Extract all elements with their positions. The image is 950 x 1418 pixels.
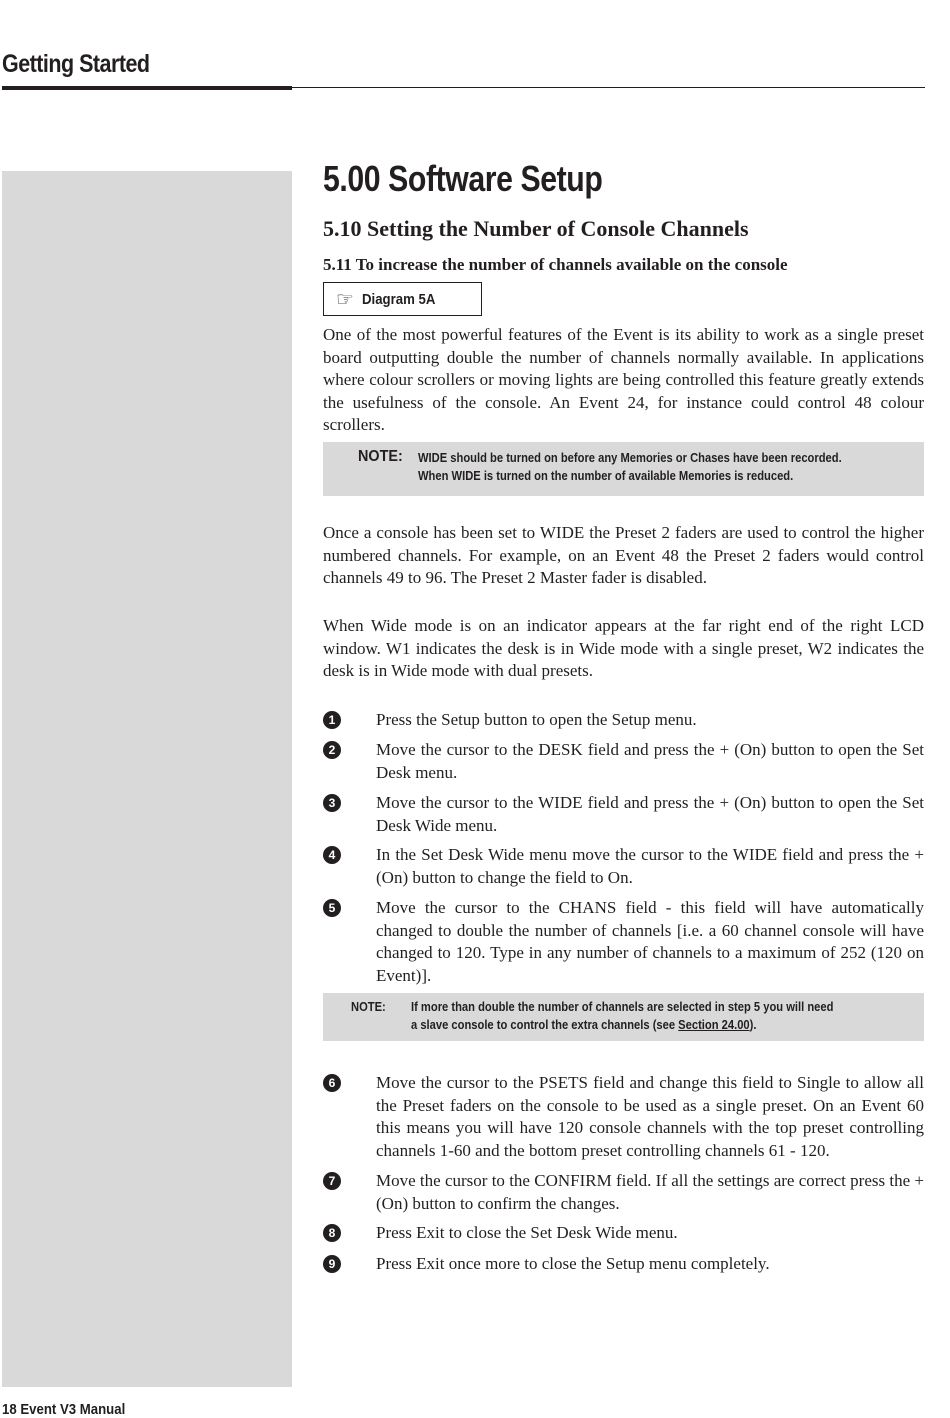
step-text: Press Exit to close the Set Desk Wide menu. [376,1223,678,1242]
step-item [323,1170,924,1215]
step-text: Move the cursor to the WIDE field and press the + (On) button to open the Set Desk Wide menu. [376,793,924,835]
step-text: Press Exit once more to close the Setup menu completely. [376,1254,770,1273]
step-item [323,709,924,732]
step-text: Move the cursor to the CHANS field - this field will have automatically changed to double the number of channels [i.e. a 60 channel console will have changed to 120. Type in any number of channels to a maximum of 252 (120 on Event)]. [376,898,924,985]
step-text: Move the cursor to the PSETS field and change this field to Single to allow all the Preset faders on the console to be used as a single preset. On an Event 60 this means you will have 120 console channels with the top preset controlling channels 1-60 and the bottom preset controlling channels 61 - 120. [376,1073,924,1160]
note-box-wide [323,442,924,496]
paragraph-intro: One of the most powerful features of the Event is its ability to work as a single preset board outputting double the number of channels normally available. In applications where colour scrollers or moving lights are being controlled this feature greatly extends the usefulness of the console. An Event 24, for instance could control 48 colour scrollers. [323,325,924,434]
page-header-title: Getting Started [2,50,150,78]
section-subtitle: 5.10 Setting the Number of Console Channels [323,216,749,241]
paragraph-wide-faders: Once a console has been set to WIDE the Preset 2 faders are used to control the higher numbered channels. For example, on an Event 48 the Preset 2 faders would control channels 49 to 96. The Preset 2 Master fader is disabled. [323,523,924,587]
note-line-2 [411,1016,756,1035]
note-line-1: WIDE should be turned on before any Memories or Chases have been recorded. [418,450,842,465]
step-item [323,1222,924,1245]
step-item [323,792,924,837]
pointing-hand-icon: ☞ [336,288,354,311]
step-text: Move the cursor to the DESK field and press the + (On) button to open the Set Desk menu. [376,740,924,782]
note-text: ). [749,1017,757,1032]
diagram-reference-label: Diagram 5A [361,290,436,308]
section-title: 5.00 Software Setup [323,158,603,199]
step-text: In the Set Desk Wide menu move the cursor to the WIDE field and press the + (On) button to change the field to On. [376,845,924,887]
note-text: a slave console to control the extra channels (see [411,1017,679,1032]
step-item [323,897,924,987]
note-line-2: When WIDE is turned on the number of available Memories is reduced. [418,468,794,483]
step-number-badge: 3 [323,794,341,812]
page-footer: 18 Event V3 Manual [2,1401,126,1418]
step-item [323,844,924,889]
subsection-title: 5.11 To increase the number of channels available on the console [323,255,788,274]
step-number-badge: 7 [323,1172,341,1190]
step-item [323,1072,924,1162]
note-label: NOTE: [351,999,386,1014]
step-text: Move the cursor to the CONFIRM field. If all the settings are correct press the + (On) button to confirm the changes. [376,1171,924,1213]
note-box-slave [323,993,924,1041]
step-text: Press the Setup button to open the Setup menu. [376,710,697,729]
diagram-reference[interactable] [323,282,482,316]
note-line-1: If more than double the number of channels are selected in step 5 you will need [411,999,834,1014]
step-number-badge: 5 [323,899,341,917]
step-number-badge: 8 [323,1224,341,1242]
section-link[interactable]: Section 24.00 [678,1017,750,1032]
step-number-badge: 4 [323,846,341,864]
step-number-badge: 2 [323,741,341,759]
step-number-badge: 9 [323,1255,341,1273]
margin-sidebar [2,171,292,1387]
step-item [323,739,924,784]
paragraph-wide-indicator: When Wide mode is on an indicator appears at the far right end of the right LCD window. W1 indicates the desk is in Wide mode with a single preset, W2 indicates the desk is in Wide mode with dual presets. [323,616,924,680]
step-number-badge: 6 [323,1074,341,1092]
step-number-badge: 1 [323,711,341,729]
header-rule-thin [292,87,925,88]
step-item [323,1253,924,1276]
note-label: NOTE: [358,448,403,465]
header-rule-thick [2,86,292,90]
